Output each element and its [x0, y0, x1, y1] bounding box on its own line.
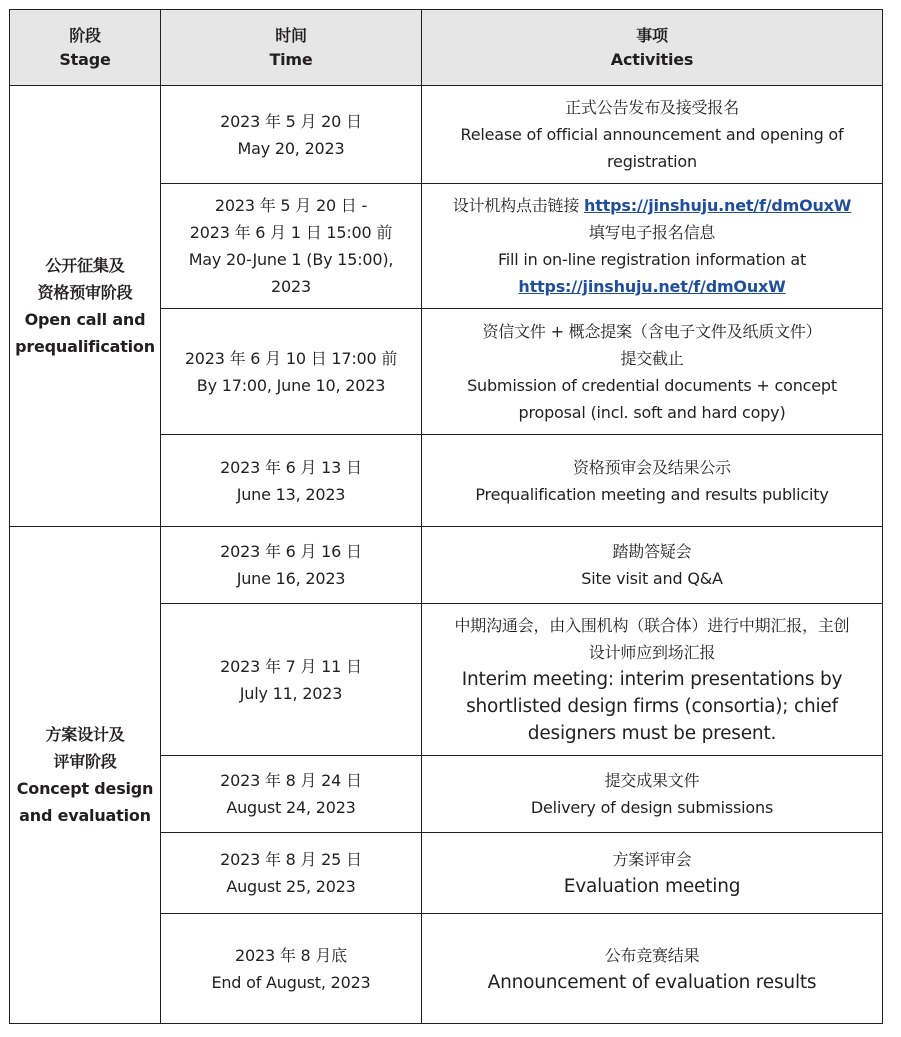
activity-text: Delivery of design submissions	[530, 798, 774, 817]
activity-text: 方案评审会	[612, 850, 692, 869]
time-text: May 20-June 1 (By 15:00),	[188, 250, 394, 269]
activity-text: Interim meeting: interim presentations by	[461, 669, 843, 690]
activity-cell	[422, 435, 883, 527]
time-text: June 16, 2023	[236, 569, 346, 588]
activity-text: registration	[607, 152, 697, 171]
activity-text: designers must be present.	[527, 723, 777, 744]
activity-line-with-link	[424, 192, 880, 219]
time-text: August 25, 2023	[226, 877, 356, 896]
stage-open-call	[10, 86, 161, 527]
stage-label: 方案设计及	[45, 725, 125, 744]
header-stage-zh: 阶段	[69, 25, 101, 45]
stage-label: Open call and	[24, 310, 146, 329]
time-cell	[161, 756, 422, 833]
time-text: By 17:00, June 10, 2023	[196, 375, 386, 395]
activity-text: Submission of credential documents + concept	[467, 375, 837, 395]
time-text: 2023 年 6 月 13 日	[220, 457, 362, 477]
activity-text: 资格预审会及结果公示	[572, 457, 731, 477]
time-cell	[161, 184, 422, 309]
header-time-en: Time	[269, 49, 313, 69]
stage-label: and evaluation	[19, 806, 151, 825]
activity-text: 提交成果文件	[604, 771, 700, 790]
activity-text: 提交截止	[620, 348, 684, 368]
activity-text: shortlisted design firms (consortia); chief	[466, 696, 838, 717]
header-time-zh: 时间	[275, 25, 307, 45]
header-stage-en: Stage	[59, 49, 111, 69]
activity-text: Announcement of evaluation results	[487, 971, 817, 993]
header-activities	[422, 10, 883, 86]
stage-label: Concept design	[16, 779, 154, 798]
activity-cell	[422, 833, 883, 914]
activity-cell	[422, 527, 883, 604]
header-activities-en: Activities	[610, 49, 694, 69]
time-cell	[161, 86, 422, 184]
time-text: May 20, 2023	[237, 138, 345, 158]
time-text: 2023	[271, 277, 311, 296]
time-text: 2023 年 7 月 11 日	[220, 656, 362, 676]
time-cell	[161, 309, 422, 435]
time-text: End of August, 2023	[211, 972, 371, 992]
stage-label: 资格预审阶段	[37, 283, 133, 302]
time-text: 2023 年 8 月 24 日	[220, 771, 362, 790]
activity-cell	[422, 309, 883, 435]
table-row	[10, 527, 883, 604]
time-text: June 13, 2023	[236, 484, 346, 504]
activity-cell	[422, 604, 883, 756]
activity-text: 资信文件 + 概念提案（含电子文件及纸质文件）	[482, 321, 822, 341]
time-text: 2023 年 8 月底	[235, 945, 347, 965]
registration-link[interactable]: https://jinshuju.net/f/dmOuxW	[518, 277, 786, 296]
activity-text: 设计师应到场汇报	[588, 643, 716, 662]
activity-text: Prequalification meeting and results publicity	[475, 484, 829, 504]
time-text: 2023 年 6 月 16 日	[220, 542, 362, 561]
activity-cell	[422, 184, 883, 309]
stage-label: 公开征集及	[45, 256, 125, 275]
table-row	[10, 86, 883, 184]
time-text: 2023 年 6 月 10 日 17:00 前	[184, 348, 398, 368]
stage-label: prequalification	[15, 337, 155, 356]
table-header-row	[10, 10, 883, 86]
schedule-table	[9, 9, 883, 1024]
time-cell	[161, 833, 422, 914]
time-text: 2023 年 8 月 25 日	[220, 850, 362, 869]
stage-concept-design	[10, 527, 161, 1024]
registration-link[interactable]: https://jinshuju.net/f/dmOuxW	[584, 196, 852, 215]
time-text: August 24, 2023	[226, 798, 356, 817]
activity-text: Fill in on-line registration information at	[497, 250, 807, 269]
activity-cell	[422, 86, 883, 184]
time-text: July 11, 2023	[239, 683, 343, 703]
header-stage	[10, 10, 161, 86]
time-text: 2023 年 5 月 20 日	[220, 111, 362, 131]
activity-text: 公布竞赛结果	[604, 945, 700, 965]
activity-text: Release of official announcement and opening of	[460, 125, 844, 144]
activity-cell	[422, 756, 883, 833]
activity-text: 填写电子报名信息	[588, 223, 716, 242]
header-activities-zh: 事项	[636, 25, 668, 45]
activity-text: Site visit and Q&A	[581, 569, 723, 588]
activity-text: proposal (incl. soft and hard copy)	[518, 402, 786, 422]
time-cell	[161, 527, 422, 604]
header-time	[161, 10, 422, 86]
activity-text: 踏勘答疑会	[612, 542, 692, 561]
time-cell	[161, 435, 422, 527]
time-cell	[161, 604, 422, 756]
schedule-table-wrapper	[9, 9, 883, 1024]
activity-text: 设计机构点击链接	[452, 196, 585, 215]
time-cell	[161, 914, 422, 1024]
activity-link-line	[424, 273, 880, 300]
activity-text: 正式公告发布及接受报名	[565, 98, 739, 117]
time-text: 2023 年 6 月 1 日 15:00 前	[189, 223, 393, 242]
time-text: 2023 年 5 月 20 日 -	[214, 196, 368, 215]
stage-label: 评审阶段	[53, 752, 117, 771]
activity-text: Evaluation meeting	[563, 876, 741, 897]
activity-cell	[422, 914, 883, 1024]
activity-text: 中期沟通会，由入围机构（联合体）进行中期汇报，主创	[454, 616, 850, 635]
